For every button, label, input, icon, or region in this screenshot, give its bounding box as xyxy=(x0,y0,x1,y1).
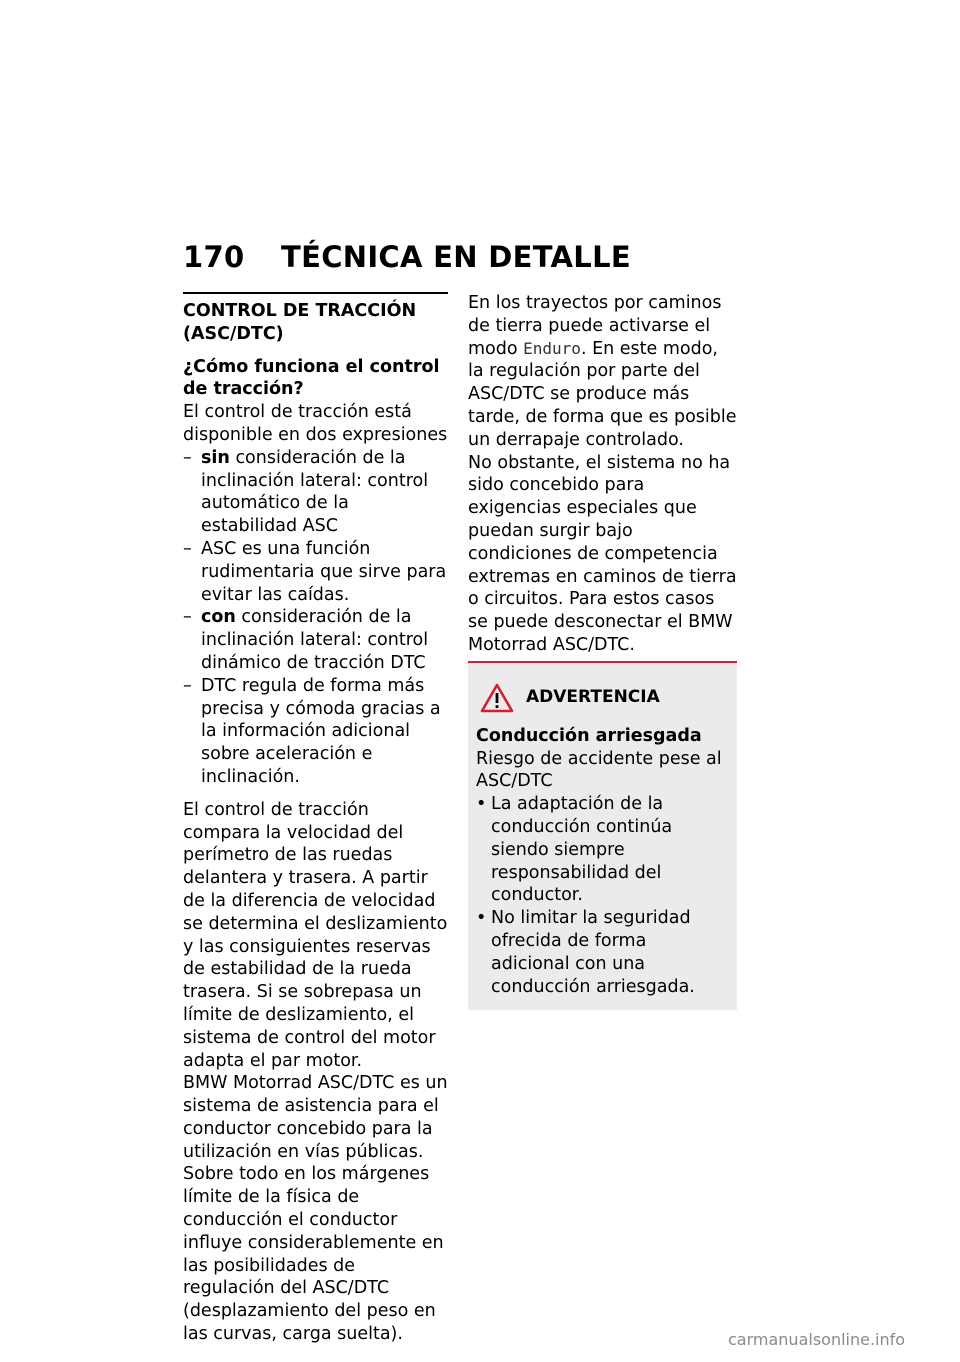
warning-header xyxy=(476,683,727,713)
list-item: – sin consideración de la inclinación lateral: control automático de la estabilidad ASC xyxy=(183,447,448,538)
list-item: – ASC es una función rudimentaria que sirve para evitar las caídas. xyxy=(183,538,448,606)
section-subheading: ¿Cómo funciona el control de tracción? xyxy=(183,356,440,400)
body-paragraph: No obstante, el sistema no ha sido concebido para exigencias especiales que puedan surgir bajo condiciones de competencia extremas en caminos de tierra o circuitos. Para estos casos se puede desconectar el BMW Motorrad ASC/DTC. xyxy=(468,452,737,655)
warning-triangle-icon xyxy=(480,683,514,713)
section-title: CONTROL DE TRACCIÓN (ASC/DTC) xyxy=(183,301,417,344)
chapter-title: TÉCNICA EN DETALLE xyxy=(281,240,631,274)
body-paragraph: El control de tracción compara la velocidad del perímetro de las ruedas delantera y trasera. A partir de la diferencia de velocidad se determina el deslizamiento y las consiguientes reservas de estabilidad de la rueda trasera. Si se sobrepasa un límite de deslizamiento, el sistema de control del motor adapta el par motor. xyxy=(183,799,448,1071)
mode-name: Enduro xyxy=(523,338,581,358)
list-item: – con consideración de la inclinación lateral: control dinámico de tracción DTC xyxy=(183,606,448,674)
warning-bullet: • No limitar la seguridad ofrecida de forma adicional con una conducción arriesgada. xyxy=(476,907,727,998)
section-rule xyxy=(183,292,448,294)
warning-label: ADVERTENCIA xyxy=(526,687,660,708)
watermark: carmanualsonline.info xyxy=(728,1330,906,1349)
body-paragraph: BMW Motorrad ASC/DTC es un sistema de asistencia para el conductor concebido para la utilización en vías públicas. Sobre todo en los márgenes límite de la física de conducción el conductor influye considerablemente en las posibilidades de regulación del ASC/DTC (desplazamiento del peso en las curvas, carga suelta). xyxy=(183,1073,448,1345)
page-number: 170 xyxy=(183,240,245,274)
body-paragraph: En los trayectos por caminos de tierra puede activarse el modo Enduro. En este modo, la regulación por parte del ASC/DTC se produce más tarde, de forma que es posible un derrapaje controlado. xyxy=(468,293,737,450)
warning-bullet: • La adaptación de la conducción continúa siendo siempre responsabilidad del conductor. xyxy=(476,793,727,907)
intro-paragraph: El control de tracción está disponible en dos expresiones xyxy=(183,402,448,445)
warning-box xyxy=(468,663,737,1011)
warning-text: Riesgo de accidente pese al ASC/DTC xyxy=(476,748,722,792)
warning-title: Conducción arriesgada xyxy=(476,725,702,746)
list-item: – DTC regula de forma más precisa y cómoda gracias a la información adicional sobre aceleración e inclinación. xyxy=(183,675,448,789)
right-column xyxy=(468,292,737,1010)
page-header xyxy=(183,240,631,274)
left-column xyxy=(183,292,448,1346)
